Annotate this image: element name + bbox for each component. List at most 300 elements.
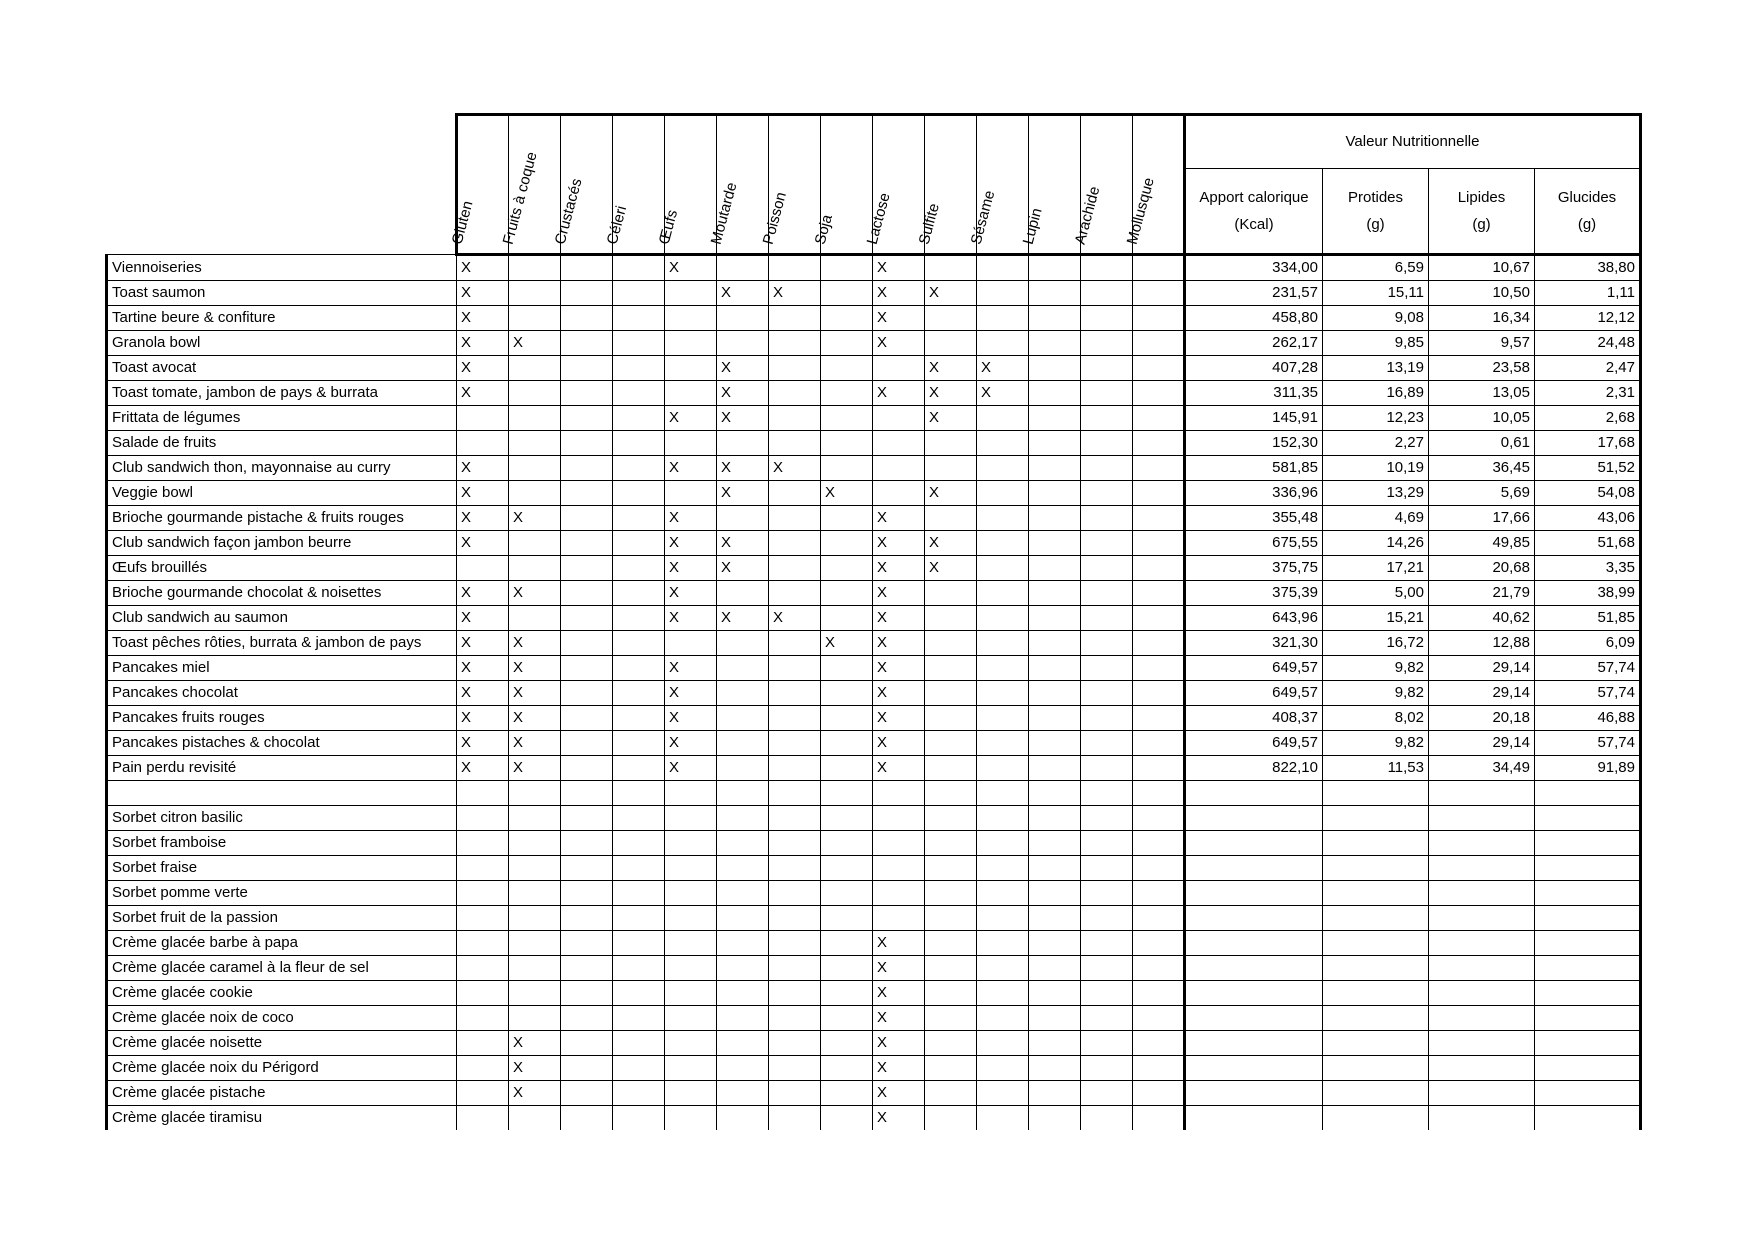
table-row bbox=[107, 781, 1641, 806]
nutrition-value-cell: 311,35 bbox=[1185, 381, 1323, 406]
allergen-mark-cell bbox=[1133, 281, 1185, 306]
allergen-mark-cell bbox=[1133, 456, 1185, 481]
nutrition-value-cell: 375,39 bbox=[1185, 581, 1323, 606]
table-row bbox=[107, 931, 1641, 956]
allergen-mark-cell bbox=[665, 1106, 717, 1131]
nutrition-value-cell: 581,85 bbox=[1185, 456, 1323, 481]
allergen-mark-cell bbox=[1133, 831, 1185, 856]
allergen-mark-cell bbox=[1081, 1106, 1133, 1131]
nutrition-value-cell: 13,19 bbox=[1323, 356, 1429, 381]
table-row bbox=[107, 906, 1641, 931]
allergen-mark-cell bbox=[769, 506, 821, 531]
allergen-mark-cell bbox=[1029, 556, 1081, 581]
nutrition-value-cell bbox=[1535, 831, 1641, 856]
nutrition-value-cell bbox=[1323, 956, 1429, 981]
nutrition-value-cell bbox=[1535, 956, 1641, 981]
allergen-mark-cell: X bbox=[457, 681, 509, 706]
item-name-cell: Granola bowl bbox=[107, 331, 457, 356]
allergen-mark-cell bbox=[925, 606, 977, 631]
allergen-mark-cell bbox=[665, 1006, 717, 1031]
nutrition-label: Apport calorique bbox=[1199, 189, 1309, 206]
allergen-mark-cell bbox=[925, 981, 977, 1006]
allergen-mark-cell bbox=[977, 656, 1029, 681]
allergen-mark-cell bbox=[821, 381, 873, 406]
nutrition-value-cell: 9,57 bbox=[1429, 331, 1535, 356]
allergen-mark-cell bbox=[769, 1006, 821, 1031]
allergen-mark-cell bbox=[821, 456, 873, 481]
allergen-mark-cell bbox=[717, 731, 769, 756]
nutrition-value-cell: 1,11 bbox=[1535, 281, 1641, 306]
allergen-mark-cell: X bbox=[665, 681, 717, 706]
allergen-mark-cell: X bbox=[873, 1106, 925, 1131]
allergen-mark-cell: X bbox=[769, 456, 821, 481]
allergen-mark-cell bbox=[509, 255, 561, 281]
allergen-mark-cell: X bbox=[873, 506, 925, 531]
allergen-mark-cell bbox=[561, 806, 613, 831]
allergen-mark-cell bbox=[925, 881, 977, 906]
nutrition-value-cell: 14,26 bbox=[1323, 531, 1429, 556]
allergen-mark-cell: X bbox=[821, 631, 873, 656]
allergen-mark-cell bbox=[561, 931, 613, 956]
allergen-mark-cell bbox=[769, 331, 821, 356]
allergen-mark-cell bbox=[1081, 631, 1133, 656]
allergen-mark-cell bbox=[1133, 731, 1185, 756]
item-name-cell: Club sandwich au saumon bbox=[107, 606, 457, 631]
allergen-mark-cell bbox=[509, 531, 561, 556]
allergen-mark-cell bbox=[509, 306, 561, 331]
header-allergen-lactose: Lactose bbox=[873, 115, 925, 255]
allergen-mark-cell: X bbox=[665, 456, 717, 481]
allergen-mark-cell bbox=[665, 481, 717, 506]
item-name-cell: Crème glacée noix de coco bbox=[107, 1006, 457, 1031]
allergen-mark-cell bbox=[561, 881, 613, 906]
allergen-mark-cell bbox=[769, 1081, 821, 1106]
allergen-mark-cell bbox=[1029, 431, 1081, 456]
allergen-mark-cell bbox=[1133, 606, 1185, 631]
allergen-mark-cell bbox=[717, 831, 769, 856]
allergen-mark-cell bbox=[613, 606, 665, 631]
header-nutrition-lipides bbox=[1429, 169, 1535, 255]
nutrition-value-cell bbox=[1323, 931, 1429, 956]
nutrition-label: Protides bbox=[1347, 189, 1404, 206]
header-allergen-soja: Soja bbox=[821, 115, 873, 255]
allergen-mark-cell bbox=[665, 281, 717, 306]
allergen-mark-cell bbox=[509, 931, 561, 956]
nutrition-value-cell: 408,37 bbox=[1185, 706, 1323, 731]
allergen-mark-cell bbox=[1133, 481, 1185, 506]
nutrition-value-cell: 16,72 bbox=[1323, 631, 1429, 656]
nutrition-value-cell: 20,18 bbox=[1429, 706, 1535, 731]
nutrition-value-cell bbox=[1429, 1006, 1535, 1031]
nutrition-value-cell bbox=[1429, 956, 1535, 981]
allergen-mark-cell bbox=[613, 1056, 665, 1081]
allergen-mark-cell bbox=[925, 931, 977, 956]
allergen-mark-cell: X bbox=[873, 581, 925, 606]
item-name-cell: Sorbet framboise bbox=[107, 831, 457, 856]
allergen-mark-cell bbox=[561, 981, 613, 1006]
nutrition-value-cell bbox=[1429, 881, 1535, 906]
nutrition-value-cell bbox=[1323, 1056, 1429, 1081]
header-allergen-moutarde: Moutarde bbox=[717, 115, 769, 255]
allergen-mark-cell bbox=[717, 806, 769, 831]
nutrition-value-cell: 2,68 bbox=[1535, 406, 1641, 431]
allergen-mark-cell bbox=[925, 806, 977, 831]
header-allergen-fruits-a-coque: Fruits à coque bbox=[509, 115, 561, 255]
allergen-mark-cell bbox=[457, 556, 509, 581]
allergen-mark-cell: X bbox=[821, 481, 873, 506]
allergen-mark-cell: X bbox=[873, 981, 925, 1006]
allergen-mark-cell bbox=[977, 331, 1029, 356]
allergen-mark-cell bbox=[717, 706, 769, 731]
nutrition-value-cell: 51,52 bbox=[1535, 456, 1641, 481]
allergen-mark-cell: X bbox=[873, 281, 925, 306]
allergen-mark-cell bbox=[509, 556, 561, 581]
allergen-mark-cell bbox=[665, 906, 717, 931]
allergen-mark-cell bbox=[613, 731, 665, 756]
allergen-mark-cell bbox=[509, 381, 561, 406]
nutrition-value-cell bbox=[1185, 781, 1323, 806]
allergen-mark-cell bbox=[509, 881, 561, 906]
allergen-mark-cell: X bbox=[873, 756, 925, 781]
allergen-mark-cell bbox=[873, 806, 925, 831]
allergen-mark-cell bbox=[769, 756, 821, 781]
item-name-cell: Toast saumon bbox=[107, 281, 457, 306]
allergen-mark-cell bbox=[561, 556, 613, 581]
allergen-mark-cell bbox=[717, 581, 769, 606]
allergen-mark-cell bbox=[717, 431, 769, 456]
allergen-mark-cell bbox=[613, 656, 665, 681]
allergen-mark-cell: X bbox=[509, 681, 561, 706]
table-row bbox=[107, 456, 1641, 481]
allergen-mark-cell bbox=[977, 706, 1029, 731]
item-name-cell: Crème glacée cookie bbox=[107, 981, 457, 1006]
allergen-mark-cell bbox=[717, 956, 769, 981]
nutrition-value-cell: 2,27 bbox=[1323, 431, 1429, 456]
allergen-mark-cell bbox=[821, 306, 873, 331]
item-name-cell: Pancakes pistaches & chocolat bbox=[107, 731, 457, 756]
allergen-mark-cell bbox=[1081, 881, 1133, 906]
allergen-mark-cell bbox=[977, 881, 1029, 906]
table-row bbox=[107, 956, 1641, 981]
table-row bbox=[107, 1056, 1641, 1081]
allergen-mark-cell bbox=[769, 1106, 821, 1131]
table-row bbox=[107, 255, 1641, 281]
allergen-mark-cell bbox=[821, 255, 873, 281]
nutrition-value-cell: 822,10 bbox=[1185, 756, 1323, 781]
nutrition-value-cell: 231,57 bbox=[1185, 281, 1323, 306]
allergen-mark-cell bbox=[977, 506, 1029, 531]
allergen-mark-cell bbox=[977, 731, 1029, 756]
nutrition-value-cell: 12,23 bbox=[1323, 406, 1429, 431]
allergen-mark-cell bbox=[977, 281, 1029, 306]
allergen-mark-cell bbox=[769, 781, 821, 806]
allergen-mark-cell bbox=[821, 1031, 873, 1056]
allergen-mark-cell bbox=[1029, 506, 1081, 531]
allergen-mark-cell: X bbox=[457, 631, 509, 656]
allergen-mark-cell bbox=[977, 956, 1029, 981]
allergen-mark-cell: X bbox=[925, 356, 977, 381]
allergen-mark-cell bbox=[977, 581, 1029, 606]
allergen-mark-cell bbox=[1081, 1031, 1133, 1056]
allergen-mark-cell bbox=[977, 681, 1029, 706]
allergen-mark-cell bbox=[977, 1106, 1029, 1131]
allergen-mark-cell bbox=[1081, 756, 1133, 781]
allergen-mark-cell bbox=[977, 631, 1029, 656]
nutrition-value-cell bbox=[1185, 1081, 1323, 1106]
nutrition-value-cell: 2,31 bbox=[1535, 381, 1641, 406]
allergen-mark-cell: X bbox=[769, 606, 821, 631]
allergen-mark-cell bbox=[769, 581, 821, 606]
allergen-mark-cell bbox=[1029, 356, 1081, 381]
allergen-mark-cell: X bbox=[457, 381, 509, 406]
allergen-mark-cell bbox=[821, 606, 873, 631]
table-row bbox=[107, 831, 1641, 856]
allergen-mark-cell: X bbox=[665, 255, 717, 281]
nutrition-value-cell: 23,58 bbox=[1429, 356, 1535, 381]
nutrition-value-cell: 51,68 bbox=[1535, 531, 1641, 556]
allergen-mark-cell bbox=[821, 756, 873, 781]
nutrition-value-cell: 29,14 bbox=[1429, 656, 1535, 681]
allergen-mark-cell bbox=[613, 406, 665, 431]
allergen-mark-cell bbox=[977, 1081, 1029, 1106]
table-row bbox=[107, 1081, 1641, 1106]
allergen-mark-cell bbox=[561, 781, 613, 806]
allergen-mark-cell bbox=[873, 906, 925, 931]
item-name-cell: Salade de fruits bbox=[107, 431, 457, 456]
allergen-mark-cell bbox=[821, 506, 873, 531]
table-body bbox=[107, 255, 1641, 1131]
allergen-mark-cell bbox=[769, 981, 821, 1006]
allergen-mark-cell: X bbox=[509, 756, 561, 781]
item-name-cell: Sorbet pomme verte bbox=[107, 881, 457, 906]
allergen-mark-cell bbox=[1029, 1031, 1081, 1056]
allergen-mark-cell: X bbox=[717, 481, 769, 506]
nutrition-value-cell bbox=[1535, 806, 1641, 831]
nutrition-value-cell: 5,69 bbox=[1429, 481, 1535, 506]
allergen-mark-cell bbox=[821, 406, 873, 431]
nutrition-value-cell bbox=[1429, 806, 1535, 831]
allergen-mark-cell bbox=[925, 781, 977, 806]
allergen-mark-cell: X bbox=[873, 631, 925, 656]
allergen-mark-cell bbox=[561, 481, 613, 506]
allergen-mark-cell bbox=[509, 481, 561, 506]
allergen-mark-cell bbox=[613, 481, 665, 506]
allergen-mark-cell bbox=[613, 456, 665, 481]
allergen-mark-cell bbox=[457, 1031, 509, 1056]
nutrition-value-cell bbox=[1429, 781, 1535, 806]
allergen-mark-cell: X bbox=[769, 281, 821, 306]
allergen-mark-cell: X bbox=[665, 406, 717, 431]
allergen-mark-cell bbox=[665, 931, 717, 956]
allergen-mark-cell bbox=[561, 831, 613, 856]
nutrition-value-cell bbox=[1185, 931, 1323, 956]
allergen-mark-cell bbox=[925, 431, 977, 456]
allergen-mark-cell bbox=[665, 331, 717, 356]
nutrition-value-cell: 13,05 bbox=[1429, 381, 1535, 406]
allergen-mark-cell bbox=[561, 406, 613, 431]
table-row bbox=[107, 1006, 1641, 1031]
allergen-mark-cell bbox=[977, 1031, 1029, 1056]
allergen-mark-cell bbox=[1029, 731, 1081, 756]
allergen-mark-cell bbox=[1133, 656, 1185, 681]
allergen-mark-cell bbox=[1029, 756, 1081, 781]
allergen-mark-cell bbox=[925, 831, 977, 856]
header-nutrition-calories bbox=[1185, 169, 1323, 255]
allergen-mark-cell bbox=[1029, 306, 1081, 331]
allergen-mark-cell bbox=[1029, 255, 1081, 281]
allergen-mark-cell bbox=[977, 606, 1029, 631]
allergen-mark-cell bbox=[457, 956, 509, 981]
table-row bbox=[107, 806, 1641, 831]
allergen-mark-cell: X bbox=[457, 506, 509, 531]
nutrition-value-cell: 24,48 bbox=[1535, 331, 1641, 356]
allergen-mark-cell bbox=[613, 831, 665, 856]
item-name-cell: Pain perdu revisité bbox=[107, 756, 457, 781]
table-row bbox=[107, 1031, 1641, 1056]
allergen-mark-cell bbox=[1029, 606, 1081, 631]
allergen-mark-cell bbox=[977, 531, 1029, 556]
allergen-mark-cell bbox=[821, 331, 873, 356]
allergen-mark-cell bbox=[665, 1031, 717, 1056]
allergen-mark-cell bbox=[977, 781, 1029, 806]
allergen-mark-cell bbox=[769, 556, 821, 581]
allergen-mark-cell bbox=[1081, 331, 1133, 356]
nutrition-value-cell: 29,14 bbox=[1429, 681, 1535, 706]
allergen-mark-cell: X bbox=[509, 331, 561, 356]
allergen-mark-cell bbox=[665, 631, 717, 656]
allergen-nutrition-sheet bbox=[105, 113, 1642, 1130]
nutrition-value-cell bbox=[1429, 906, 1535, 931]
nutrition-value-cell bbox=[1323, 981, 1429, 1006]
allergen-mark-cell bbox=[977, 1006, 1029, 1031]
nutrition-value-cell: 458,80 bbox=[1185, 306, 1323, 331]
allergen-mark-cell: X bbox=[873, 931, 925, 956]
nutrition-value-cell: 9,82 bbox=[1323, 681, 1429, 706]
allergen-mark-cell bbox=[1081, 706, 1133, 731]
nutrition-value-cell bbox=[1535, 1081, 1641, 1106]
allergen-mark-cell: X bbox=[509, 581, 561, 606]
allergen-mark-cell bbox=[769, 931, 821, 956]
allergen-mark-cell bbox=[613, 806, 665, 831]
table-row bbox=[107, 731, 1641, 756]
allergen-mark-cell: X bbox=[925, 381, 977, 406]
allergen-mark-cell bbox=[1133, 255, 1185, 281]
item-name-cell: Crème glacée caramel à la fleur de sel bbox=[107, 956, 457, 981]
allergen-mark-cell bbox=[561, 731, 613, 756]
allergen-mark-cell bbox=[1029, 656, 1081, 681]
allergen-mark-cell bbox=[1029, 981, 1081, 1006]
allergen-mark-cell bbox=[1133, 981, 1185, 1006]
allergen-mark-cell: X bbox=[717, 356, 769, 381]
allergen-mark-cell bbox=[977, 806, 1029, 831]
allergen-mark-cell bbox=[1133, 306, 1185, 331]
allergen-mark-cell bbox=[665, 1056, 717, 1081]
allergen-mark-cell bbox=[769, 731, 821, 756]
allergen-mark-cell bbox=[717, 255, 769, 281]
nutrition-value-cell: 57,74 bbox=[1535, 681, 1641, 706]
table-row bbox=[107, 706, 1641, 731]
allergen-mark-cell bbox=[457, 931, 509, 956]
nutrition-value-cell: 12,12 bbox=[1535, 306, 1641, 331]
header-allergen-sesame: Sésame bbox=[977, 115, 1029, 255]
allergen-mark-cell: X bbox=[457, 456, 509, 481]
allergen-mark-cell bbox=[509, 456, 561, 481]
allergen-mark-cell: X bbox=[925, 406, 977, 431]
allergen-mark-cell: X bbox=[717, 406, 769, 431]
allergen-mark-cell bbox=[717, 1056, 769, 1081]
item-name-cell: Crème glacée tiramisu bbox=[107, 1106, 457, 1131]
allergen-mark-cell bbox=[717, 1031, 769, 1056]
nutrition-value-cell bbox=[1323, 831, 1429, 856]
nutrition-value-cell: 51,85 bbox=[1535, 606, 1641, 631]
allergen-mark-cell bbox=[1029, 956, 1081, 981]
allergen-mark-cell bbox=[1029, 456, 1081, 481]
allergen-mark-cell bbox=[1029, 906, 1081, 931]
allergen-mark-cell bbox=[769, 856, 821, 881]
nutrition-value-cell bbox=[1535, 1106, 1641, 1131]
allergen-mark-cell bbox=[1029, 406, 1081, 431]
allergen-mark-cell bbox=[1081, 356, 1133, 381]
allergen-mark-cell bbox=[613, 381, 665, 406]
allergen-mark-cell bbox=[821, 681, 873, 706]
allergen-mark-cell bbox=[1029, 631, 1081, 656]
nutrition-value-cell bbox=[1535, 781, 1641, 806]
item-name-cell: Tartine beure & confiture bbox=[107, 306, 457, 331]
allergen-mark-cell: X bbox=[873, 1031, 925, 1056]
allergen-mark-cell bbox=[1081, 506, 1133, 531]
allergen-mark-cell bbox=[1133, 956, 1185, 981]
allergen-mark-cell bbox=[821, 806, 873, 831]
allergen-mark-cell bbox=[873, 781, 925, 806]
nutrition-value-cell: 8,02 bbox=[1323, 706, 1429, 731]
allergen-mark-cell: X bbox=[665, 731, 717, 756]
allergen-mark-cell bbox=[1081, 1081, 1133, 1106]
allergen-mark-cell bbox=[457, 831, 509, 856]
allergen-mark-cell bbox=[665, 831, 717, 856]
allergen-mark-cell bbox=[457, 881, 509, 906]
nutrition-value-cell: 46,88 bbox=[1535, 706, 1641, 731]
allergen-mark-cell bbox=[717, 681, 769, 706]
nutrition-value-cell bbox=[1185, 956, 1323, 981]
allergen-mark-cell: X bbox=[873, 331, 925, 356]
allergen-mark-cell: X bbox=[717, 606, 769, 631]
allergen-mark-cell bbox=[509, 856, 561, 881]
allergen-mark-cell bbox=[769, 1031, 821, 1056]
allergen-mark-cell bbox=[1081, 281, 1133, 306]
nutrition-value-cell: 43,06 bbox=[1535, 506, 1641, 531]
allergen-mark-cell bbox=[1081, 481, 1133, 506]
allergen-mark-cell: X bbox=[509, 656, 561, 681]
allergen-mark-cell: X bbox=[457, 706, 509, 731]
allergen-mark-cell bbox=[613, 881, 665, 906]
nutrition-value-cell: 2,47 bbox=[1535, 356, 1641, 381]
allergen-mark-cell bbox=[1081, 806, 1133, 831]
allergen-mark-cell: X bbox=[509, 706, 561, 731]
allergen-mark-cell: X bbox=[457, 331, 509, 356]
allergen-mark-cell bbox=[1029, 381, 1081, 406]
nutrition-value-cell bbox=[1323, 1081, 1429, 1106]
allergen-mark-cell: X bbox=[873, 306, 925, 331]
allergen-mark-cell bbox=[1133, 581, 1185, 606]
allergen-mark-cell bbox=[821, 656, 873, 681]
allergen-mark-cell bbox=[821, 1006, 873, 1031]
allergen-mark-cell bbox=[613, 631, 665, 656]
allergen-mark-cell bbox=[613, 956, 665, 981]
allergen-mark-cell bbox=[977, 931, 1029, 956]
allergen-mark-cell bbox=[613, 781, 665, 806]
allergen-mark-cell bbox=[821, 431, 873, 456]
allergen-mark-cell bbox=[769, 431, 821, 456]
